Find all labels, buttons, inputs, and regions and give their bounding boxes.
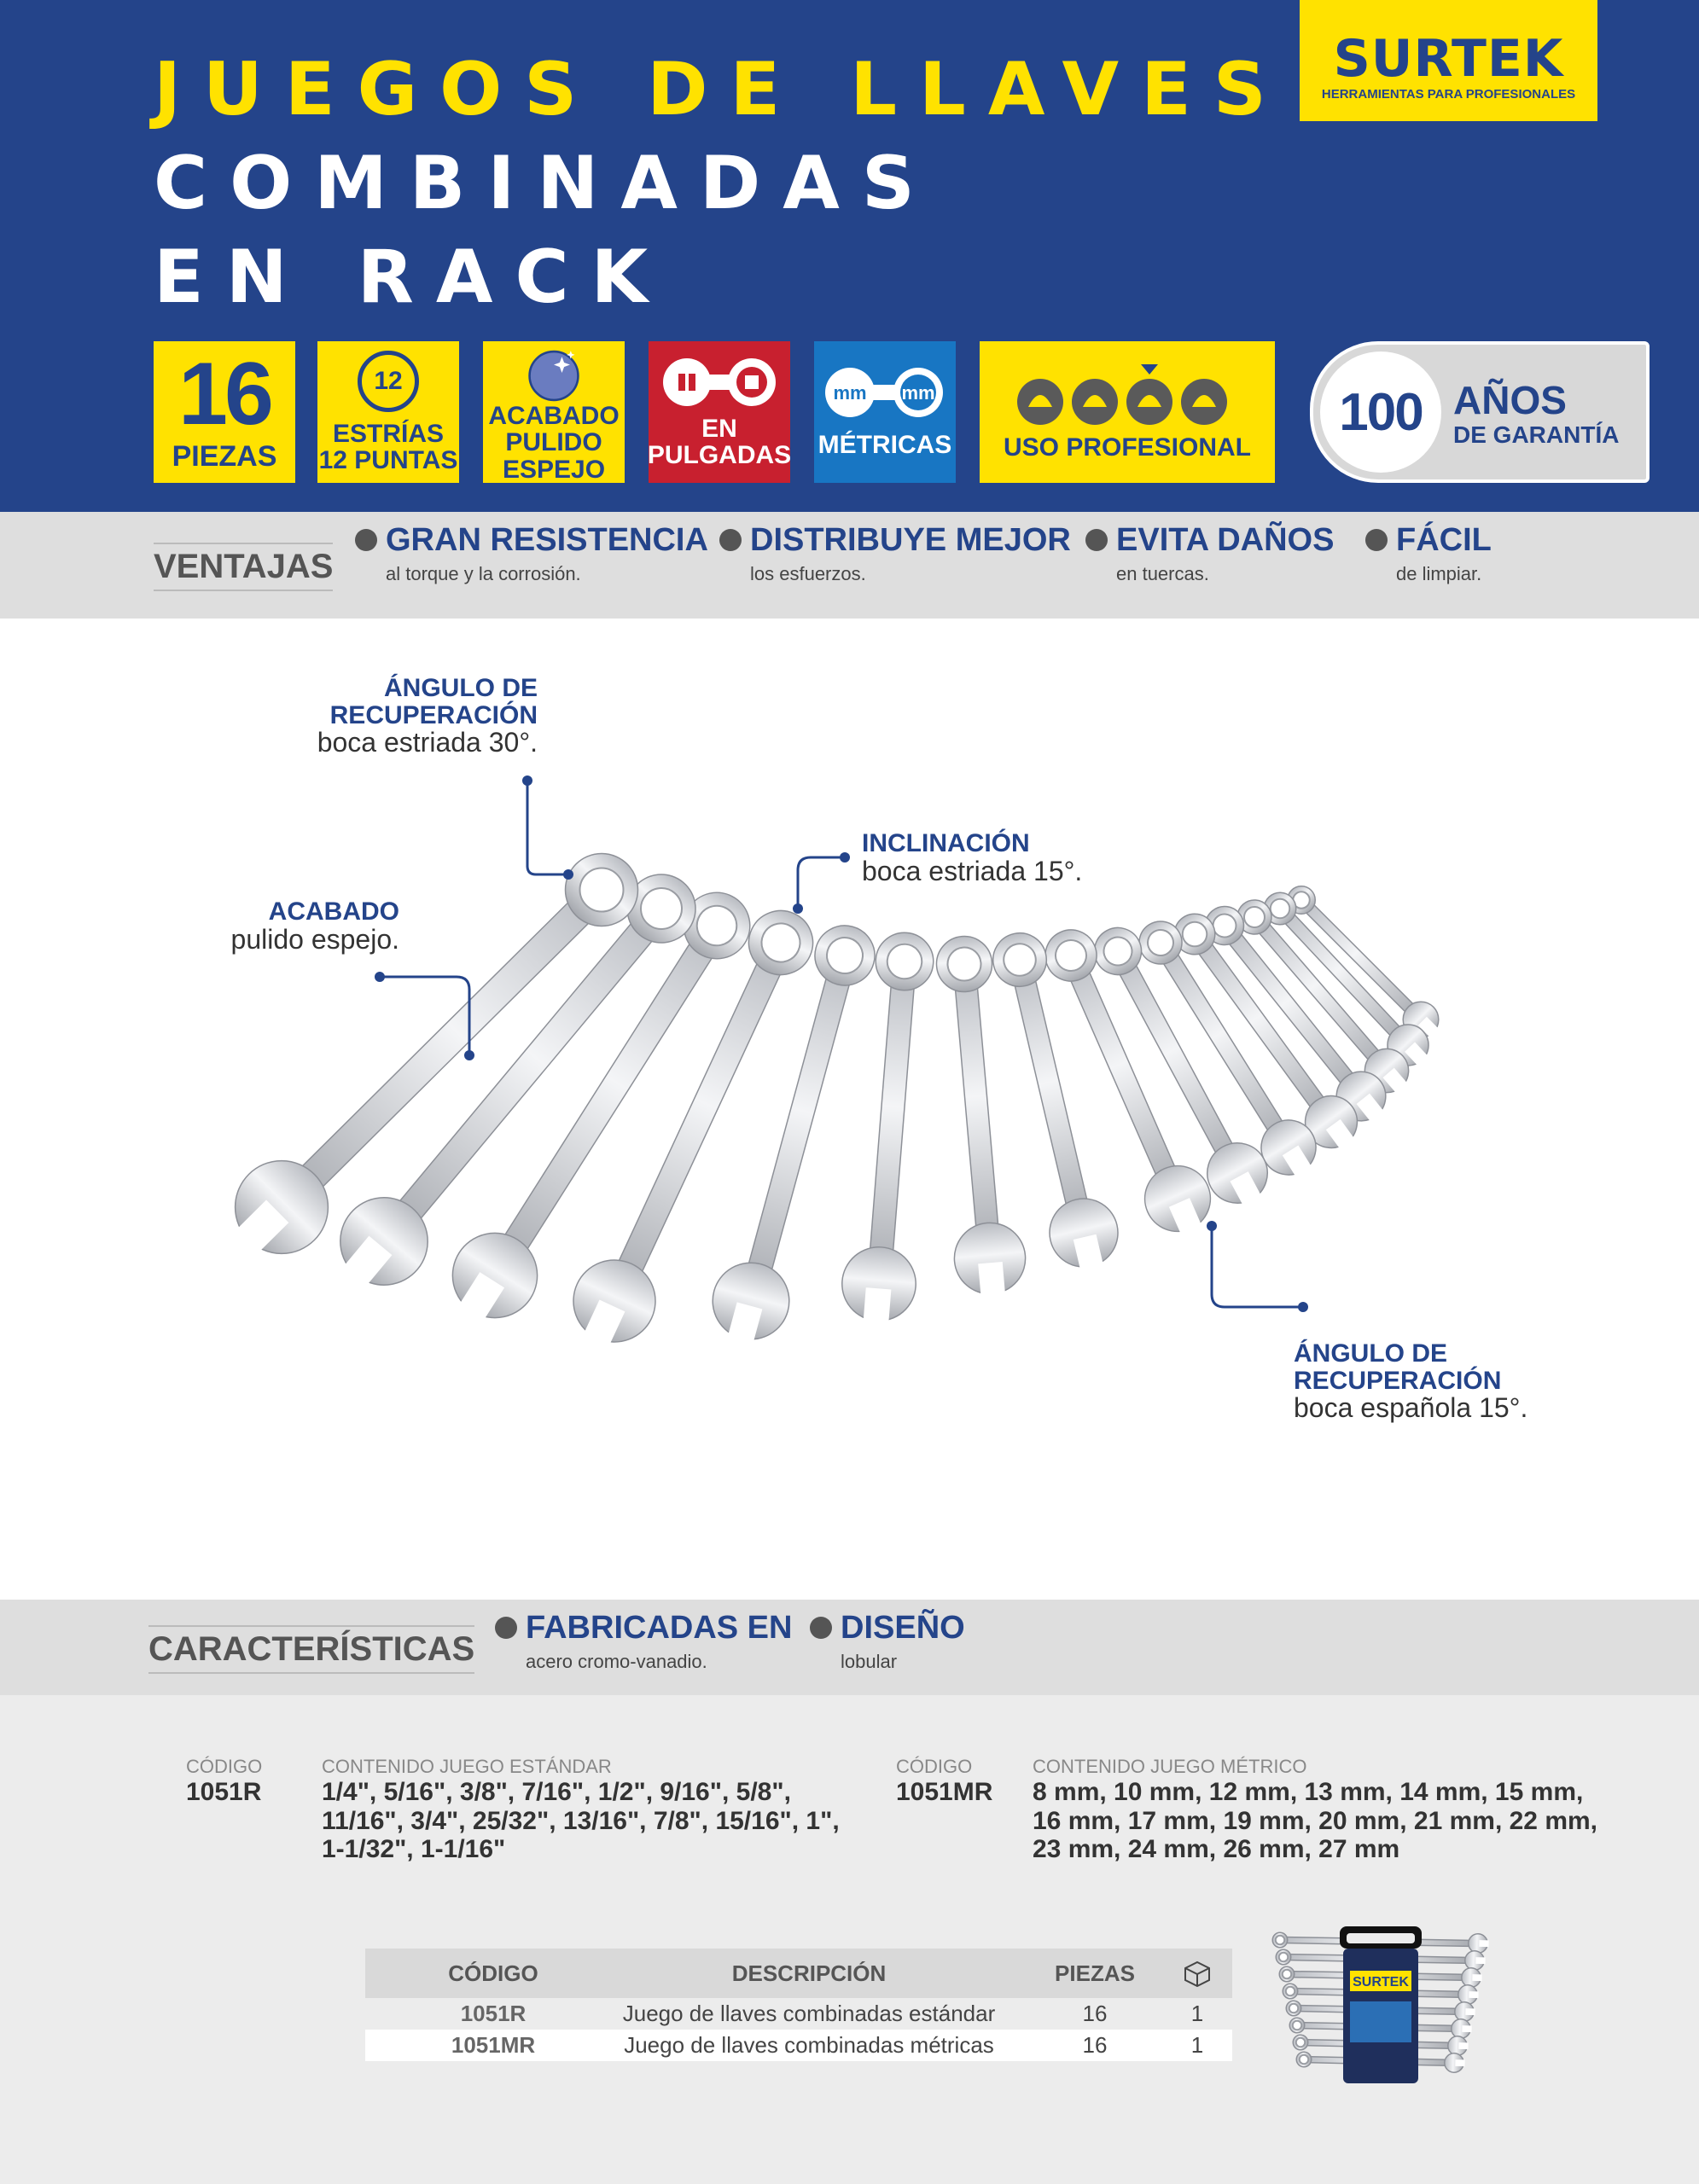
met-content-block — [1033, 1756, 1597, 1864]
inches-line-2: PULGADAS — [647, 441, 792, 469]
met-code-block — [896, 1756, 992, 1807]
col-code: CÓDIGO — [448, 1960, 538, 1986]
box-icon — [1176, 1949, 1219, 1998]
title-line-1: JUEGOS DE LLAVES — [154, 47, 1289, 132]
wrench-set-image — [0, 619, 1699, 1600]
product-area — [0, 619, 1699, 1600]
bullet-icon — [1365, 529, 1388, 551]
row-qty: 1 — [1190, 2032, 1204, 2058]
product-table — [365, 1949, 1232, 2061]
caracteristicas-label: CARACTERÍSTICAS — [148, 1625, 474, 1674]
table-row — [365, 1998, 1232, 2030]
wrench — [839, 930, 944, 1328]
row-pieces: 16 — [1082, 2032, 1108, 2058]
std-code-label: CÓDIGO — [186, 1756, 263, 1777]
surtek-logo — [1300, 0, 1597, 121]
std-sizes-line: 11/16", 3/4", 25/32", 13/16", 7/8", 15/16", 1", — [322, 1806, 840, 1835]
std-sizes-line: 1-1/32", 1-1/16" — [322, 1835, 506, 1864]
met-sizes-line: 16 mm, 17 mm, 19 mm, 20 mm, 21 mm, 22 mm, — [1033, 1806, 1598, 1835]
feature-title: FABRICADAS EN — [526, 1610, 793, 1646]
sparkle-sphere-icon — [521, 346, 587, 403]
table-row — [365, 2030, 1232, 2061]
callout-heading: INCLINACIÓN — [862, 829, 1030, 857]
pieces-number: 16 — [178, 344, 271, 444]
badge-professional — [980, 341, 1275, 483]
metric-wrench-icon — [823, 365, 947, 420]
title-line-2: COMBINADAS — [154, 141, 937, 226]
std-code: 1051R — [186, 1778, 262, 1806]
callout-sub: boca estriada 30°. — [317, 727, 538, 758]
feature-title: DISTRIBUYE MEJOR — [750, 522, 1071, 558]
svg-text:mm: mm — [833, 382, 867, 404]
splines-line-1: ESTRÍAS — [332, 419, 445, 448]
badge-splines — [317, 341, 459, 483]
bullet-icon — [719, 529, 742, 551]
title-line-3: EN RACK — [154, 235, 671, 320]
row-qty: 1 — [1190, 2001, 1204, 2026]
std-code-block — [186, 1756, 262, 1807]
badge-pieces — [154, 341, 295, 483]
bullet-icon — [495, 1617, 517, 1639]
std-content-block — [322, 1756, 840, 1864]
feature-title: FÁCIL — [1396, 522, 1492, 558]
ventajas-band — [0, 512, 1699, 619]
warranty-line-2: DE GARANTÍA — [1453, 421, 1620, 448]
met-code-label: CÓDIGO — [896, 1756, 973, 1777]
feature-sub: los esfuerzos. — [750, 563, 866, 584]
row-code: 1051MR — [451, 2032, 536, 2058]
bullet-icon — [355, 529, 377, 551]
callout-sub: boca estriada 15°. — [862, 855, 1083, 886]
finish-line-3: ESPEJO — [502, 455, 606, 484]
callout-heading: ACABADO — [268, 897, 399, 926]
std-content-label: CONTENIDO JUEGO ESTÁNDAR — [322, 1756, 612, 1777]
brand-tagline: HERRAMIENTAS PARA PROFESIONALES — [1321, 87, 1576, 102]
warranty-line-1: AÑOS — [1453, 378, 1567, 422]
inches-line-1: EN — [701, 414, 737, 443]
callout-recovery-bottom — [1294, 1340, 1527, 1423]
callout-heading: ÁNGULO DE — [384, 674, 538, 702]
pieces-label: PIEZAS — [172, 439, 277, 473]
wrench — [927, 933, 1029, 1301]
inch-wrench-icon — [660, 356, 779, 409]
svg-text:mm: mm — [901, 382, 935, 404]
feature-sub: lobular — [841, 1651, 898, 1672]
bullet-icon — [1085, 529, 1108, 551]
metric-label: MÉTRICAS — [817, 431, 952, 460]
feature-title: GRAN RESISTENCIA — [386, 522, 708, 558]
ventajas-label: VENTAJAS — [154, 543, 333, 591]
rack-product-image — [1254, 1921, 1502, 2092]
caracteristicas-band — [0, 1600, 1699, 1695]
row-desc: Juego de llaves combinadas métricas — [624, 2032, 994, 2058]
callout-heading: RECUPERACIÓN — [329, 700, 538, 729]
splines-line-2: 12 PUNTAS — [318, 446, 458, 474]
feature-title: EVITA DAÑOS — [1116, 522, 1335, 558]
met-sizes-line: 8 mm, 10 mm, 12 mm, 13 mm, 14 mm, 15 mm, — [1033, 1778, 1584, 1806]
row-pieces: 16 — [1082, 2001, 1108, 2026]
bullet-icon — [810, 1617, 832, 1639]
row-code: 1051R — [460, 2001, 527, 2026]
row-desc: Juego de llaves combinadas estándar — [622, 2001, 996, 2026]
feature-sub: al torque y la corrosión. — [386, 563, 581, 584]
std-sizes-line: 1/4", 5/16", 3/8", 7/16", 1/2", 9/16", 5/8", — [322, 1778, 791, 1806]
svg-text:SURTEK: SURTEK — [1353, 1975, 1409, 1989]
finish-line-1: ACABADO — [488, 401, 620, 430]
callout-finish — [171, 898, 399, 954]
col-desc: DESCRIPCIÓN — [731, 1960, 887, 1986]
warranty-number: 100 — [1320, 351, 1441, 473]
table-header — [365, 1949, 1232, 1998]
helmet-icon — [1016, 363, 1238, 427]
callout-sub: pulido espejo. — [230, 923, 399, 955]
met-content-label: CONTENIDO JUEGO MÉTRICO — [1033, 1756, 1307, 1777]
callout-sub: boca española 15°. — [1294, 1392, 1528, 1423]
badge-finish — [483, 341, 625, 483]
feature-sub: en tuercas. — [1116, 563, 1209, 584]
brand-name: SURTEK — [1333, 29, 1564, 89]
col-pieces: PIEZAS — [1055, 1960, 1135, 1986]
met-sizes-line: 23 mm, 24 mm, 26 mm, 27 mm — [1033, 1835, 1400, 1864]
splines-icon-number: 12 — [374, 366, 403, 395]
warranty-badge — [1310, 341, 1650, 483]
finish-line-2: PULIDO — [505, 428, 602, 456]
callout-incline — [862, 830, 1082, 886]
callout-heading: RECUPERACIÓN — [1294, 1366, 1502, 1395]
badge-metric — [814, 341, 956, 483]
callout-heading: ÁNGULO DE — [1294, 1339, 1447, 1368]
feature-sub: acero cromo-vanadio. — [526, 1651, 707, 1672]
callout-recovery-top — [265, 675, 538, 758]
feature-sub: de limpiar. — [1396, 563, 1482, 584]
feature-title: DISEÑO — [841, 1610, 965, 1646]
badge-inches — [649, 341, 790, 483]
pro-label: USO PROFESIONAL — [1003, 433, 1252, 462]
header-banner — [0, 0, 1699, 512]
twelve-point-icon — [358, 351, 419, 412]
met-code: 1051MR — [896, 1778, 993, 1806]
